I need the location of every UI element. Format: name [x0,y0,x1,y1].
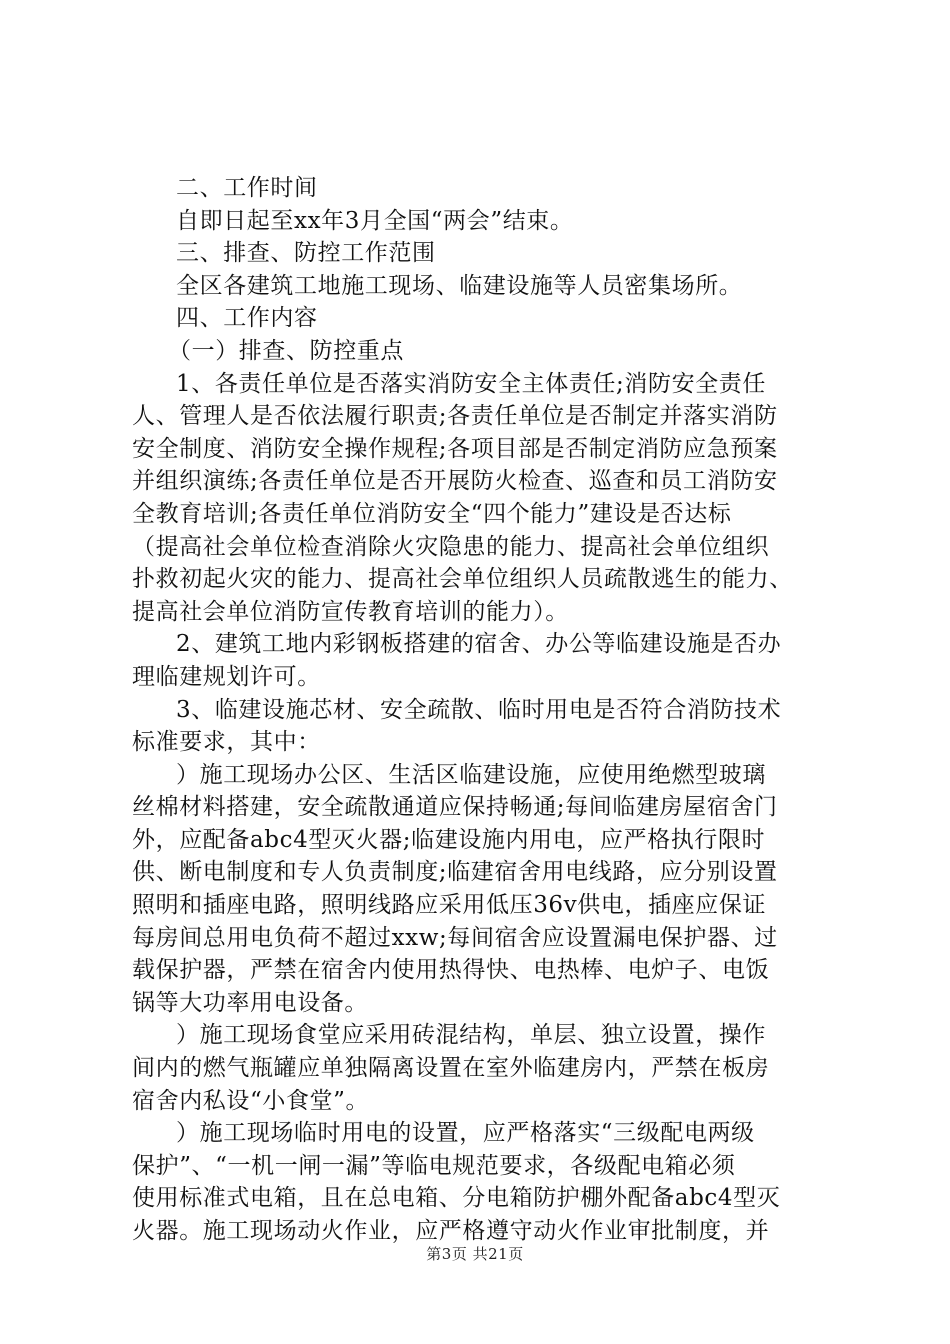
text-line: （一）排查、防控重点 [168,337,404,364]
text-line: 2、建筑工地内彩钢板搭建的宿舍、办公等临建设施是否办 [176,631,782,658]
text-line: 提高社会单位消防宣传教育培训的能力）。 [132,598,569,625]
text-line: ）施工现场食堂应采用砖混结构，单层、独立设置，操作 [176,1022,766,1049]
text-line: 照明和插座电路，照明线路应采用低压36v供电，插座应保证 [132,892,767,919]
text-line: 载保护器，严禁在宿舍内使用热得快、电热棒、电炉子、电饭 [132,957,770,984]
text-line: 丝棉材料搭建，安全疏散通道应保持畅通;每间临建房屋宿舍门 [132,794,778,821]
text-line: ）施工现场办公区、生活区临建设施，应使用绝燃型玻璃 [176,761,766,788]
text-line: 全区各建筑工地施工现场、临建设施等人员密集场所。 [176,272,743,299]
text-line: 扑救初起火灾的能力、提高社会单位组织人员疏散逃生的能力、 [132,566,793,593]
text-line: 自即日起至xx年3月全国“两会”结束。 [176,207,574,234]
text-line: 供、断电制度和专人负责制度;临建宿舍用电线路，应分别设置 [132,859,778,886]
text-line: 火器。施工现场动火作业，应严格遵守动火作业审批制度，并 [132,1218,770,1244]
text-line: （提高社会单位检查消除火灾隐患的能力、提高社会单位组织 [132,533,770,560]
text-line: 3、临建设施芯材、安全疏散、临时用电是否符合消防技术 [176,696,782,723]
text-line: 宿舍内私设“小食堂”。 [132,1087,370,1114]
text-line: 标准要求，其中： [132,729,321,756]
text-line: 理临建规划许可。 [132,663,321,690]
document-body [132,172,832,1248]
text-line: 人、管理人是否依法履行职责;各责任单位是否制定并落实消防 [132,403,778,430]
page-footer: 第3页 共21页 [426,1245,524,1263]
text-line: 全教育培训;各责任单位消防安全“四个能力”建设是否达标 [132,500,732,527]
text-line: 四、工作内容 [176,305,318,332]
text-line: 间内的燃气瓶罐应单独隔离设置在室外临建房内，严禁在板房 [132,1055,770,1082]
text-line: 锅等大功率用电设备。 [132,989,368,1016]
text-line: 使用标准式电箱，且在总电箱、分电箱防护棚外配备abc4型灭 [132,1185,781,1212]
text-line: 每房间总用电负荷不超过xxw;每间宿舍应设置漏电保护器、过 [132,924,778,951]
text-line: 安全制度、消防安全操作规程;各项目部是否制定消防应急预案 [132,435,778,462]
text-line: 保护”、“一机一闸一漏”等临电规范要求，各级配电箱必须 [132,1152,736,1179]
text-line: 外，应配备abc4型灭火器;临建设施内用电，应严格执行限时 [132,826,766,853]
text-line: 并组织演练;各责任单位是否开展防火检查、巡查和员工消防安 [132,468,778,495]
text-line: 二、工作时间 [176,175,318,201]
text-line: 三、排查、防控工作范围 [176,240,436,267]
text-line: ）施工现场临时用电的设置，应严格落实“三级配电两级 [176,1120,755,1147]
text-line: 1、各责任单位是否落实消防安全主体责任;消防安全责任 [176,370,766,397]
